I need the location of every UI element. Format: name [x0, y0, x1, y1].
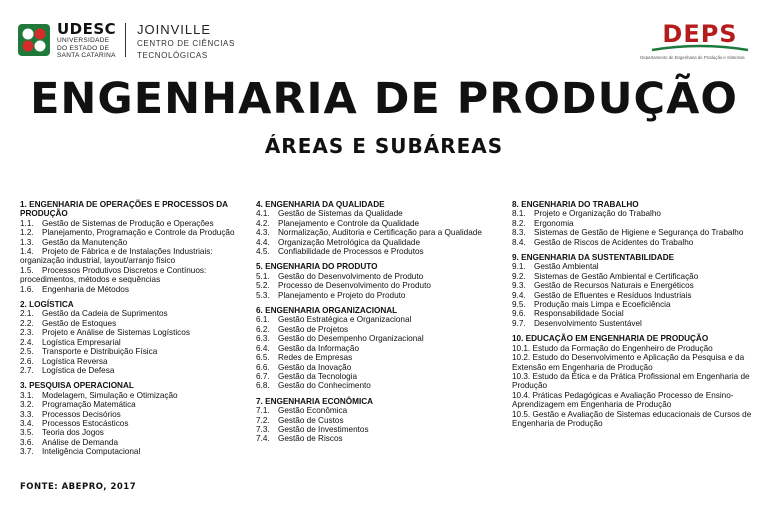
subarea-number: 3.2.	[20, 400, 34, 410]
subarea-item	[256, 325, 491, 334]
subarea-text: Teoria dos Jogos	[42, 428, 104, 438]
subarea-number: 6.7.	[256, 371, 270, 381]
udesc-wordmark	[57, 22, 116, 60]
subarea-number: 5.3.	[256, 290, 270, 300]
subarea-item	[256, 272, 491, 281]
subarea-text: Organização Metrológica da Qualidade	[278, 237, 421, 247]
subarea-item	[20, 219, 242, 228]
subarea-item	[512, 300, 752, 309]
subarea-item	[512, 372, 752, 391]
subarea-text: Desenvolvimento Sustentável	[534, 318, 642, 328]
area-section	[256, 306, 491, 391]
subarea-item	[256, 381, 491, 390]
subarea-text: Projeto e Organização do Trabalho	[534, 209, 661, 219]
subarea-item	[20, 410, 242, 419]
subarea-number: 2.7.	[20, 365, 34, 375]
page-subtitle: ÁREAS E SUBÁREAS	[264, 134, 504, 158]
subarea-item	[20, 357, 242, 366]
subarea-text: Gestão do Desenvolvimento de Produto	[278, 271, 424, 281]
subarea-text: Gestão de Projetos	[278, 324, 349, 334]
subarea-item	[512, 272, 752, 281]
subarea-text: Confiabilidade de Processos e Produtos	[278, 247, 424, 257]
area-title: 7. ENGENHARIA ECONÔMICA	[256, 396, 374, 406]
subarea-number: 4.4.	[256, 237, 270, 247]
subarea-number: 6.2.	[256, 324, 270, 334]
subarea-text: Gestão de Sistemas da Qualidade	[278, 209, 403, 219]
subarea-text: Gestão de Investimentos	[278, 424, 369, 434]
subarea-number: 1.3.	[20, 237, 34, 247]
subarea-item	[20, 419, 242, 428]
subarea-number: 2.4.	[20, 337, 34, 347]
subarea-text: Programação Matemática	[42, 400, 136, 410]
subarea-item	[20, 309, 242, 318]
subarea-item	[512, 410, 752, 429]
department-name: Departamento de Engenharia de Produção e Sistemas	[640, 55, 745, 60]
subarea-number: 1.4.	[20, 247, 34, 257]
subarea-text: Logística Reversa	[42, 356, 108, 366]
subarea-text: Gestão de Custos	[278, 415, 344, 425]
subarea-text: Gestão de Riscos de Acidentes do Trabalho	[534, 237, 694, 247]
subarea-item	[512, 228, 752, 237]
subarea-number: 3.3.	[20, 409, 34, 419]
subarea-number: 9.6.	[512, 309, 526, 319]
header-divider	[125, 23, 126, 57]
subarea-text: Gestão do Desempenho Organizacional	[278, 334, 424, 344]
area-section	[512, 200, 752, 247]
subarea-item	[256, 238, 491, 247]
area-section	[256, 200, 491, 256]
area-section	[20, 200, 242, 294]
university-name: UDESC	[57, 20, 117, 38]
subarea-text: Ergonomia	[534, 218, 574, 228]
subarea-number: 3.1.	[20, 390, 34, 400]
subarea-item	[256, 363, 491, 372]
subarea-text: Normalização, Auditoria e Certificação para a Qualidade	[278, 228, 482, 238]
subarea-item	[256, 416, 491, 425]
subarea-item	[512, 281, 752, 290]
subarea-number: 9.2.	[512, 271, 526, 281]
subarea-text: Planejamento e Projeto do Produto	[278, 290, 406, 300]
subarea-number: 6.6.	[256, 362, 270, 372]
subarea-number: 9.7.	[512, 318, 526, 328]
subarea-number: 8.2.	[512, 218, 526, 228]
subarea-item	[256, 228, 491, 237]
subarea-number: 6.8.	[256, 381, 270, 391]
deps-logo-text: DEPS	[662, 20, 738, 48]
area-title: 9. ENGENHARIA DA SUSTENTABILIDADE	[512, 253, 675, 263]
subarea-number: 8.4.	[512, 237, 526, 247]
subarea-item	[256, 281, 491, 290]
subarea-item	[20, 228, 242, 237]
subarea-number: 2.6.	[20, 356, 34, 366]
subarea-item	[512, 344, 752, 353]
subarea-item	[256, 406, 491, 415]
area-title: 4. ENGENHARIA DA QUALIDADE	[256, 200, 385, 209]
subarea-number: 7.1.	[256, 406, 270, 416]
area-title: 8. ENGENHARIA DO TRABALHO	[512, 200, 639, 209]
subarea-text: Sistemas de Gestão Ambiental e Certificação	[534, 271, 699, 281]
subarea-number: 3.7.	[20, 447, 34, 457]
area-title: 6. ENGENHARIA ORGANIZACIONAL	[256, 306, 398, 316]
subarea-number: 1.1.	[20, 218, 34, 228]
subarea-number: 4.5.	[256, 247, 270, 257]
subarea-item	[256, 334, 491, 343]
area-section	[256, 397, 491, 444]
subarea-text: 10.4. Práticas Pedagógicas e Avaliação Processo de Ensino-Aprendizagem em Engenharia de Produção	[512, 390, 734, 410]
subarea-text: Gestão da Informação	[278, 343, 360, 353]
source-footer: FONTE: ABEPRO, 2017	[20, 482, 137, 492]
subarea-text: Gestão da Manutenção	[42, 237, 128, 247]
subarea-text: 10.2. Estudo do Desenvolvimento e Aplicação da Pesquisa e da Extensão em Engenharia de Produção	[512, 353, 745, 372]
subarea-item	[256, 344, 491, 353]
subarea-number: 5.2.	[256, 281, 270, 291]
subarea-number: 3.5.	[20, 428, 34, 438]
area-title: 1. ENGENHARIA DE OPERAÇÕES E PROCESSOS DA PRODUÇÃO	[20, 200, 228, 219]
subarea-text: Inteligência Computacional	[42, 447, 141, 457]
subarea-text: Análise de Demanda	[42, 437, 119, 447]
subarea-item	[256, 425, 491, 434]
subarea-item	[20, 328, 242, 337]
subarea-text: Modelagem, Simulação e Otimização	[42, 390, 178, 400]
area-section	[512, 334, 752, 428]
subarea-item	[512, 319, 752, 328]
subarea-text: Gestão Econômica	[278, 406, 348, 416]
subarea-text: Gestão de Riscos	[278, 434, 343, 444]
subarea-number: 9.3.	[512, 281, 526, 291]
subarea-number: 6.3.	[256, 334, 270, 344]
area-section	[256, 262, 491, 300]
subarea-item	[20, 319, 242, 328]
area-title: 5. ENGENHARIA DO PRODUTO	[256, 262, 378, 272]
subarea-text: Processos Estocásticos	[42, 418, 129, 428]
column-3	[512, 200, 752, 434]
subarea-text: Gestão da Inovação	[278, 362, 352, 372]
subarea-number: 1.2.	[20, 228, 34, 238]
subarea-item	[256, 219, 491, 228]
area-title: 2. LOGÍSTICA	[20, 300, 74, 310]
subarea-item	[20, 428, 242, 437]
subarea-number: 2.2.	[20, 318, 34, 328]
subarea-number: 7.4.	[256, 434, 270, 444]
subarea-item	[256, 372, 491, 381]
subarea-item	[256, 209, 491, 218]
university-line: DO ESTADO DE	[57, 44, 110, 52]
subarea-text: Gestão de Recursos Naturais e Energéticos	[534, 281, 694, 291]
subarea-number: 1.6.	[20, 284, 34, 294]
subarea-item	[256, 247, 491, 256]
subarea-number: 6.1.	[256, 315, 270, 325]
campus-block	[137, 22, 235, 60]
subarea-item	[512, 209, 752, 218]
subarea-number: 5.1.	[256, 271, 270, 281]
subarea-item	[512, 291, 752, 300]
udesc-logo-icon	[18, 24, 50, 56]
subarea-item	[20, 447, 242, 456]
subarea-item	[20, 285, 242, 294]
subarea-text: Processo de Desenvolvimento do Produto	[278, 281, 431, 291]
subarea-item	[512, 262, 752, 271]
subarea-number: 9.4.	[512, 290, 526, 300]
column-1	[20, 200, 242, 463]
subarea-number: 2.1.	[20, 309, 34, 319]
subarea-item	[20, 438, 242, 447]
subarea-text: Gestão de Efluentes e Resíduos Industriais	[534, 290, 692, 300]
subarea-text: Gestão da Cadeia de Suprimentos	[42, 309, 168, 319]
subarea-text: Gestão de Sistemas de Produção e Operações	[42, 218, 214, 228]
subarea-text: Responsabilidade Social	[534, 309, 624, 319]
subarea-text: Processos Decisórios	[42, 409, 121, 419]
subarea-number: 9.1.	[512, 262, 526, 272]
subarea-number: 8.3.	[512, 228, 526, 238]
area-section	[20, 381, 242, 456]
subarea-number: 8.1.	[512, 209, 526, 219]
subarea-text: Gestão da Tecnologia	[278, 371, 358, 381]
area-title: 3. PESQUISA OPERACIONAL	[20, 381, 134, 391]
subarea-item	[20, 366, 242, 375]
subarea-text: Gestão do Conhecimento	[278, 381, 371, 391]
subarea-text: Gestão de Estoques	[42, 318, 117, 328]
subarea-item	[256, 353, 491, 362]
subarea-number: 4.3.	[256, 228, 270, 238]
subarea-text: Logística Empresarial	[42, 337, 121, 347]
subarea-number: 3.4.	[20, 418, 34, 428]
subarea-text: Transporte e Distribuição Física	[42, 347, 158, 357]
subarea-text: Gestão Ambiental	[534, 262, 599, 272]
subarea-item	[512, 219, 752, 228]
area-section	[20, 300, 242, 375]
subarea-item	[20, 347, 242, 356]
subarea-text: Planejamento e Controle da Qualidade	[278, 218, 420, 228]
subarea-number: 1.5.	[20, 265, 34, 275]
subarea-text: Redes de Empresas	[278, 353, 353, 363]
page-header	[0, 0, 768, 70]
subarea-text: 10.1. Estudo da Formação do Engenheiro de Produção	[512, 343, 713, 353]
subarea-number: 4.2.	[256, 218, 270, 228]
subarea-item	[20, 338, 242, 347]
subarea-number: 2.5.	[20, 347, 34, 357]
subarea-text: 10.5. Gestão e Avaliação de Sistemas educacionais de Cursos de Engenharia de Produção	[512, 409, 752, 428]
subarea-text: Sistemas de Gestão de Higiene e Segurança do Trabalho	[534, 228, 744, 238]
center-line: CENTRO DE CIÊNCIAS	[137, 39, 235, 48]
campus-name: JOINVILLE	[137, 22, 212, 37]
subarea-number: 6.5.	[256, 353, 270, 363]
center-line: TECNOLÓGICAS	[137, 50, 208, 60]
subarea-number: 7.2.	[256, 415, 270, 425]
subarea-item	[512, 391, 752, 410]
subarea-item	[256, 315, 491, 324]
subarea-text: Engenharia de Métodos	[42, 284, 129, 294]
area-title: 10. EDUCAÇÃO EM ENGENHARIA DE PRODUÇÃO	[512, 334, 709, 344]
subarea-text: Produção mais Limpa e Ecoeficiência	[534, 300, 671, 310]
subarea-item	[20, 400, 242, 409]
subarea-text: Planejamento, Programação e Controle da Produção	[42, 228, 235, 238]
subarea-item	[20, 391, 242, 400]
page-title: ENGENHARIA DE PRODUÇÃO	[30, 74, 738, 124]
column-2	[256, 200, 491, 450]
subarea-text: Gestão Estratégica e Organizacional	[278, 315, 412, 325]
subarea-text: Logística de Defesa	[42, 365, 115, 375]
subarea-number: 3.6.	[20, 437, 34, 447]
subarea-item	[512, 309, 752, 318]
subarea-number: 9.5.	[512, 300, 526, 310]
subarea-item	[20, 266, 242, 285]
subarea-text: 10.3. Estudo da Ética e da Prática Profissional em Engenharia de Produção	[512, 371, 750, 391]
subarea-number: 4.1.	[256, 209, 270, 219]
subarea-number: 2.3.	[20, 328, 34, 338]
subarea-number: 7.3.	[256, 424, 270, 434]
subarea-text: Processos Produtivos Discretos e Contínuos: procedimentos, métodos e sequências	[20, 265, 207, 285]
area-section	[512, 253, 752, 328]
subarea-item	[256, 291, 491, 300]
subarea-text: Projeto de Fábrica e de Instalações Industriais: organização industrial, layout/arranjo físico	[20, 247, 213, 266]
subarea-item	[256, 434, 491, 443]
subarea-item	[20, 247, 242, 266]
subarea-item	[512, 353, 752, 372]
university-line: UNIVERSIDADE	[57, 37, 110, 44]
university-line: SANTA CATARINA	[57, 52, 116, 59]
subarea-number: 6.4.	[256, 343, 270, 353]
subarea-item	[512, 238, 752, 247]
subarea-item	[20, 238, 242, 247]
subarea-text: Projeto e Análise de Sistemas Logísticos	[42, 328, 190, 338]
